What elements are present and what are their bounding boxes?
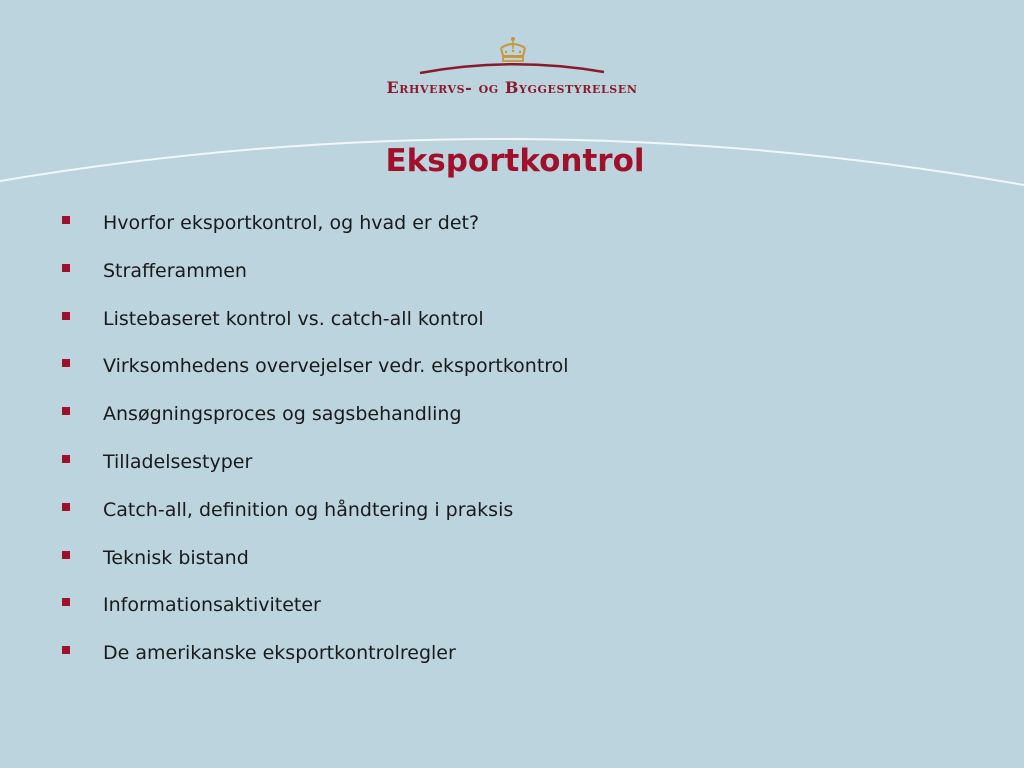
list-item-text: Tilladelsestyper	[103, 450, 253, 473]
list-item-text: De amerikanske eksportkontrolregler	[103, 642, 456, 665]
list-item	[62, 258, 569, 306]
bullet-square-icon	[62, 646, 70, 654]
bullet-list	[62, 210, 569, 688]
bullet-square-icon	[62, 264, 70, 272]
bullet-square-icon	[62, 407, 70, 415]
slide-title: Eksportkontrol	[385, 143, 645, 179]
list-item-text: Listebaseret kontrol vs. catch-all kontrol	[103, 307, 484, 330]
organization-name: Erhvervs- og Byggestyrelsen	[386, 78, 638, 97]
bullet-square-icon	[62, 312, 70, 320]
list-item-text: Strafferammen	[103, 259, 247, 282]
bullet-square-icon	[62, 455, 70, 463]
bullet-square-icon	[62, 216, 70, 224]
list-item	[62, 210, 569, 258]
list-item-text: Informationsaktiviteter	[103, 594, 321, 617]
list-item	[62, 497, 569, 545]
header-logo	[0, 0, 1024, 110]
list-item-text: Ansøgningsproces og sagsbehandling	[103, 403, 462, 426]
list-item	[62, 401, 569, 449]
list-item	[62, 306, 569, 354]
list-item	[62, 449, 569, 497]
bullet-square-icon	[62, 359, 70, 367]
list-item-text: Teknisk bistand	[103, 546, 249, 569]
list-item	[62, 592, 569, 640]
list-item-text: Catch-all, definition og håndtering i praksis	[103, 498, 514, 521]
list-item	[62, 545, 569, 593]
bullet-square-icon	[62, 551, 70, 559]
list-item	[62, 353, 569, 401]
list-item-text: Virksomhedens overvejelser vedr. eksportkontrol	[103, 355, 569, 378]
crown-icon	[497, 36, 529, 66]
list-item	[62, 640, 569, 688]
bullet-square-icon	[62, 503, 70, 511]
list-item-text: Hvorfor eksportkontrol, og hvad er det?	[103, 212, 480, 234]
bullet-square-icon	[62, 598, 70, 606]
